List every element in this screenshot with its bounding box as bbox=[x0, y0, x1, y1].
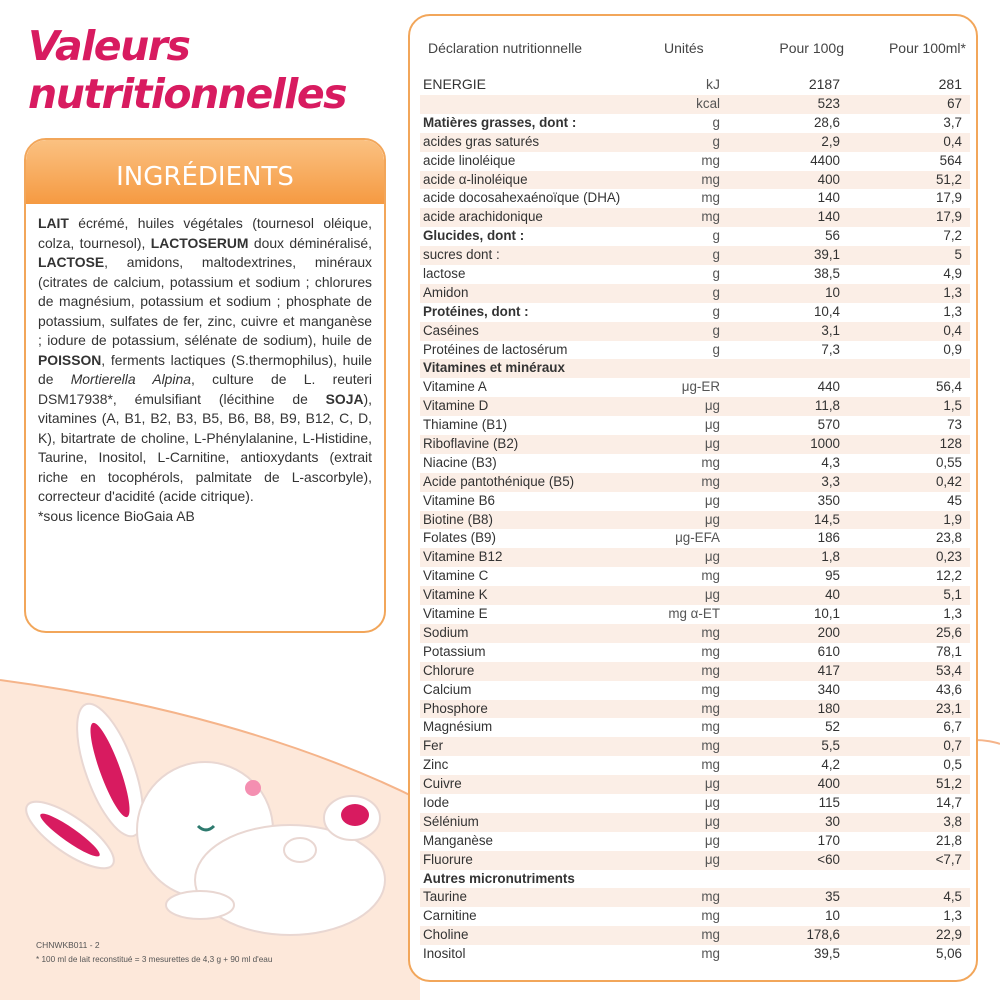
value-per-100g: 2187 bbox=[808, 76, 840, 92]
nutrient-unit: mg bbox=[701, 473, 720, 489]
value-per-100g: 178,6 bbox=[806, 927, 840, 943]
nutrient-unit: mg bbox=[701, 662, 720, 678]
table-row bbox=[420, 73, 970, 95]
header-units: Unités bbox=[664, 40, 704, 56]
table-row bbox=[420, 700, 970, 719]
value-per-100ml: 51,2 bbox=[935, 776, 962, 792]
nutrient-name: Matières grasses, dont : bbox=[423, 114, 577, 130]
nutrient-unit: μg bbox=[704, 776, 720, 792]
nutrient-name: Inositol bbox=[423, 946, 466, 962]
nutrient-name: Folates (B9) bbox=[423, 530, 496, 546]
nutrient-name: Protéines de lactosérum bbox=[423, 341, 568, 357]
nutrient-name: acide docosahexaénoïque (DHA) bbox=[423, 190, 621, 206]
value-per-100ml: 43,6 bbox=[935, 681, 962, 697]
nutrient-unit: mg bbox=[701, 152, 720, 168]
nutrient-name: Manganèse bbox=[423, 832, 493, 848]
value-per-100ml: 0,5 bbox=[943, 757, 962, 773]
nutrient-name: acide linoléique bbox=[423, 152, 516, 168]
value-per-100g: 10 bbox=[825, 284, 840, 300]
nutrient-unit: g bbox=[712, 247, 720, 263]
value-per-100ml: 0,7 bbox=[943, 738, 962, 754]
nutrient-unit: g bbox=[712, 266, 720, 282]
ingredient-text-part: SOJA bbox=[325, 390, 364, 407]
value-per-100ml: 0,23 bbox=[935, 549, 962, 565]
value-per-100ml: 5,06 bbox=[935, 946, 962, 962]
value-per-100ml: 3,8 bbox=[943, 813, 962, 829]
table-row bbox=[420, 378, 970, 397]
table-row bbox=[420, 435, 970, 454]
table-row bbox=[420, 171, 970, 190]
value-per-100g: 10,4 bbox=[813, 303, 840, 319]
value-per-100ml: 67 bbox=[947, 96, 962, 111]
table-header bbox=[424, 40, 966, 60]
ingredient-text-part: POISSON bbox=[38, 351, 102, 368]
value-per-100g: 2,9 bbox=[821, 133, 840, 149]
ingredients-heading: INGRÉDIENTS bbox=[26, 140, 384, 204]
nutrient-unit: mg α-ET bbox=[668, 606, 720, 622]
value-per-100ml: 1,3 bbox=[943, 908, 962, 924]
table-row bbox=[420, 359, 970, 378]
nutrient-name: Biotine (B8) bbox=[423, 511, 493, 527]
value-per-100g: 7,3 bbox=[821, 341, 840, 357]
nutrient-unit: g bbox=[712, 341, 720, 357]
value-per-100g: 14,5 bbox=[813, 511, 840, 527]
value-per-100ml: 45 bbox=[947, 492, 962, 508]
value-per-100g: 28,6 bbox=[813, 114, 840, 130]
value-per-100g: 3,3 bbox=[821, 473, 840, 489]
table-row bbox=[420, 454, 970, 473]
nutrient-name: Vitamines et minéraux bbox=[423, 360, 565, 376]
ingredient-text-part: , amidons, maltodextrines, minéraux (citrates de calcium, potassium et sodium ; chlorures de magnésium, potassium et sodium ; phosphate de potassium, sulfates de fer, zinc, cuivre et manganèse ; iodure de potassium, sélénate de sodium), huile de bbox=[38, 254, 372, 348]
nutrient-name: Acide pantothénique (B5) bbox=[423, 473, 575, 489]
value-per-100g: 400 bbox=[817, 171, 840, 187]
value-per-100ml: 1,9 bbox=[943, 511, 962, 527]
nutrient-unit: μg bbox=[704, 587, 720, 603]
value-per-100g: 610 bbox=[817, 643, 840, 659]
table-row bbox=[420, 492, 970, 511]
value-per-100ml: 14,7 bbox=[935, 794, 962, 810]
value-per-100ml: 12,2 bbox=[935, 568, 962, 584]
value-per-100ml: 281 bbox=[938, 76, 962, 92]
value-per-100g: 10,1 bbox=[813, 606, 840, 622]
value-per-100g: 1000 bbox=[810, 436, 840, 452]
nutrient-unit: mg bbox=[701, 927, 720, 943]
value-per-100g: 140 bbox=[817, 209, 840, 225]
nutrient-name: Vitamine E bbox=[423, 606, 488, 622]
value-per-100ml: 23,8 bbox=[935, 530, 962, 546]
value-per-100g: 39,1 bbox=[813, 247, 840, 263]
nutrient-name: sucres dont : bbox=[423, 247, 500, 263]
value-per-100g: 440 bbox=[817, 379, 840, 395]
value-per-100g: 40 bbox=[825, 587, 840, 603]
table-row bbox=[420, 397, 970, 416]
nutrient-unit: μg bbox=[704, 549, 720, 565]
nutrient-unit: mg bbox=[701, 643, 720, 659]
value-per-100g: 5,5 bbox=[821, 738, 840, 754]
ingredient-text-part: doux déminéralisé, bbox=[248, 234, 372, 251]
ingredient-text-part: ), vitamines (A, B1, B2, B3, B5, B6, B8, B9, B12, C, D, K), bitartrate de choline, L-Phénylalanine, L-Histidine, Taurine, Inositol, L-Carnitine, antioxydants (extrait riche en tocophérols, palmitate de L-ascorbyle), correcteur d'acidité (acide citrique). bbox=[38, 390, 372, 504]
nutrient-unit: mg bbox=[701, 568, 720, 584]
ingredient-text-part: LACTOSERUM bbox=[150, 234, 249, 251]
nutrient-name: Vitamine A bbox=[423, 379, 487, 395]
nutrient-name: Fer bbox=[423, 738, 444, 754]
header-declaration: Déclaration nutritionnelle bbox=[428, 40, 583, 56]
value-per-100g: 170 bbox=[817, 832, 840, 848]
nutrient-unit: mg bbox=[701, 681, 720, 697]
table-row bbox=[420, 208, 970, 227]
nutrient-unit: μg-EFA bbox=[675, 530, 720, 546]
nutrient-unit: g bbox=[712, 133, 720, 149]
table-row bbox=[420, 813, 970, 832]
value-per-100ml: 53,4 bbox=[935, 662, 962, 678]
nutrient-unit: μg bbox=[704, 417, 720, 433]
value-per-100ml: 5,1 bbox=[943, 587, 962, 603]
table-row bbox=[420, 227, 970, 246]
nutrient-unit: mg bbox=[701, 946, 720, 962]
value-per-100ml: 564 bbox=[939, 152, 962, 168]
value-per-100g: 10 bbox=[825, 908, 840, 924]
value-per-100ml: 6,7 bbox=[943, 719, 962, 735]
value-per-100ml: 56,4 bbox=[935, 379, 962, 395]
table-row bbox=[420, 246, 970, 265]
nutrient-unit: mg bbox=[701, 889, 720, 905]
table-row bbox=[420, 718, 970, 737]
nutrient-unit: g bbox=[712, 228, 720, 244]
nutrient-unit: mg bbox=[701, 719, 720, 735]
nutrient-unit: mg bbox=[701, 908, 720, 924]
table-row bbox=[420, 511, 970, 530]
nutrient-name: Taurine bbox=[423, 889, 467, 905]
nutrient-name: Choline bbox=[423, 927, 469, 943]
value-per-100g: 1,8 bbox=[821, 549, 840, 565]
nutrient-unit: μg-ER bbox=[681, 379, 720, 395]
table-row bbox=[420, 888, 970, 907]
nutrition-table bbox=[408, 14, 978, 982]
value-per-100ml: 0,42 bbox=[935, 473, 962, 489]
nutrient-unit: g bbox=[712, 322, 720, 338]
value-per-100ml: 7,2 bbox=[943, 228, 962, 244]
header-per-100ml: Pour 100ml* bbox=[888, 40, 966, 56]
nutrient-name: Fluorure bbox=[423, 851, 473, 867]
value-per-100g: 4400 bbox=[810, 152, 840, 168]
value-per-100g: 180 bbox=[817, 700, 840, 716]
table-row bbox=[420, 548, 970, 567]
value-per-100ml: 0,9 bbox=[943, 341, 962, 357]
table-row bbox=[420, 473, 970, 492]
value-per-100ml: 1,5 bbox=[943, 398, 962, 414]
nutrient-name: Autres micronutriments bbox=[423, 870, 575, 886]
license-note: *sous licence BioGaia AB bbox=[38, 507, 195, 524]
nutrient-name: Caséines bbox=[423, 322, 479, 338]
title-line-2: nutritionnelles bbox=[28, 70, 347, 118]
table-row bbox=[420, 133, 970, 152]
table-row bbox=[420, 662, 970, 681]
nutrient-name: acides gras saturés bbox=[423, 133, 540, 149]
table-row bbox=[420, 832, 970, 851]
value-per-100ml: 21,8 bbox=[935, 832, 962, 848]
nutrient-name: lactose bbox=[423, 266, 466, 282]
product-reference: CHNWKB011 - 2 bbox=[36, 940, 100, 950]
nutrient-name: Phosphore bbox=[423, 700, 488, 716]
table-row bbox=[420, 851, 970, 870]
nutrient-name: Chlorure bbox=[423, 662, 475, 678]
value-per-100ml: 25,6 bbox=[935, 624, 962, 640]
ingredients-text bbox=[26, 204, 384, 526]
nutrient-unit: mg bbox=[701, 624, 720, 640]
value-per-100g: 200 bbox=[817, 624, 840, 640]
value-per-100g: 38,5 bbox=[813, 266, 840, 282]
value-per-100g: 140 bbox=[817, 190, 840, 206]
nutrient-name: Carnitine bbox=[423, 908, 477, 924]
nutrient-name: Protéines, dont : bbox=[423, 303, 529, 319]
ingredient-text-part: LAIT bbox=[38, 215, 69, 231]
value-per-100ml: 0,4 bbox=[943, 133, 962, 149]
table-row bbox=[420, 681, 970, 700]
ingredients-list bbox=[38, 215, 372, 504]
nutrient-name: Niacine (B3) bbox=[423, 454, 497, 470]
value-per-100ml: 4,9 bbox=[943, 266, 962, 282]
value-per-100ml: 1,3 bbox=[943, 606, 962, 622]
ingredient-text-part: Mortierella Alpina bbox=[70, 371, 191, 387]
value-per-100ml: 17,9 bbox=[935, 209, 962, 225]
value-per-100g: 11,8 bbox=[814, 398, 840, 414]
table-row bbox=[420, 341, 970, 360]
value-per-100g: 95 bbox=[825, 568, 840, 584]
nutrient-name: acide α-linoléique bbox=[423, 171, 528, 187]
ingredient-text-part: écrémé, huiles végétales (tournesol oléique, colza, tournesol), bbox=[38, 215, 372, 251]
nutrient-name: Sélénium bbox=[423, 813, 479, 829]
nutrient-name: acide arachidonique bbox=[423, 209, 543, 225]
value-per-100g: 52 bbox=[825, 719, 840, 735]
nutrient-unit: mg bbox=[701, 757, 720, 773]
nutrient-unit: mg bbox=[701, 171, 720, 187]
value-per-100ml: 17,9 bbox=[935, 190, 962, 206]
nutrient-name: Cuivre bbox=[423, 776, 462, 792]
nutrient-unit: μg bbox=[704, 511, 720, 527]
value-per-100ml: 73 bbox=[947, 417, 962, 433]
nutrient-name: Zinc bbox=[423, 757, 449, 773]
value-per-100g: 115 bbox=[818, 794, 840, 810]
nutrient-name: Calcium bbox=[423, 681, 472, 697]
value-per-100g: 400 bbox=[817, 776, 840, 792]
value-per-100g: 30 bbox=[825, 813, 840, 829]
table-row bbox=[420, 586, 970, 605]
nutrient-unit: mg bbox=[701, 738, 720, 754]
nutrient-unit: mg bbox=[701, 700, 720, 716]
table-row bbox=[420, 926, 970, 945]
table-row bbox=[420, 189, 970, 208]
nutrient-unit: g bbox=[712, 114, 720, 130]
nutrient-name: Vitamine K bbox=[423, 587, 488, 603]
table-row bbox=[420, 265, 970, 284]
nutrient-unit: μg bbox=[704, 832, 720, 848]
value-per-100ml: 23,1 bbox=[935, 700, 962, 716]
header-per-100g: Pour 100g bbox=[779, 40, 844, 56]
table-row bbox=[420, 605, 970, 624]
nutrient-unit: g bbox=[712, 284, 720, 300]
nutrient-name: Potassium bbox=[423, 643, 486, 659]
table-body bbox=[420, 73, 970, 964]
nutrient-unit: μg bbox=[704, 813, 720, 829]
table-row bbox=[420, 303, 970, 322]
page-title bbox=[28, 22, 388, 118]
table-row bbox=[420, 870, 970, 889]
table-row bbox=[420, 624, 970, 643]
value-per-100g: 350 bbox=[817, 492, 840, 508]
table-row bbox=[420, 643, 970, 662]
table-row bbox=[420, 95, 970, 114]
nutrient-unit: kcal bbox=[696, 96, 720, 111]
value-per-100g: <60 bbox=[817, 851, 840, 867]
table-row bbox=[420, 775, 970, 794]
value-per-100ml: 78,1 bbox=[935, 643, 962, 659]
table-row bbox=[420, 152, 970, 171]
nutrient-unit: kJ bbox=[706, 76, 720, 92]
value-per-100g: 3,1 bbox=[821, 322, 840, 338]
value-per-100ml: 0,4 bbox=[943, 322, 962, 338]
title-line-1: Valeurs bbox=[28, 22, 190, 70]
nutrient-name: Thiamine (B1) bbox=[423, 417, 508, 433]
table-row bbox=[420, 737, 970, 756]
value-per-100ml: 3,7 bbox=[943, 114, 962, 130]
value-per-100ml: 1,3 bbox=[943, 284, 962, 300]
nutrient-name: Magnésium bbox=[423, 719, 493, 735]
table-row bbox=[420, 907, 970, 926]
nutrient-unit: mg bbox=[701, 190, 720, 206]
ingredients-card bbox=[24, 138, 386, 633]
nutrient-unit: μg bbox=[704, 398, 720, 414]
nutrient-name: Vitamine D bbox=[423, 398, 489, 414]
value-per-100ml: 22,9 bbox=[935, 927, 962, 943]
table-row bbox=[420, 756, 970, 775]
value-per-100g: 39,5 bbox=[813, 946, 840, 962]
table-row bbox=[420, 567, 970, 586]
nutrient-unit: μg bbox=[704, 492, 720, 508]
nutrient-name: Iode bbox=[423, 794, 450, 810]
nutrient-unit: μg bbox=[704, 794, 720, 810]
table-row bbox=[420, 114, 970, 133]
table-row bbox=[420, 284, 970, 303]
nutrient-name: Vitamine B12 bbox=[423, 549, 503, 565]
value-per-100g: 340 bbox=[817, 681, 840, 697]
nutrient-unit: mg bbox=[701, 454, 720, 470]
nutrient-unit: g bbox=[712, 303, 720, 319]
nutrient-name: Riboflavine (B2) bbox=[423, 436, 519, 452]
ingredient-text-part: , ferments lactiques (S.thermophilus), huile de bbox=[38, 351, 372, 387]
value-per-100ml: 0,55 bbox=[935, 454, 962, 470]
value-per-100ml: <7,7 bbox=[935, 851, 962, 867]
value-per-100ml: 4,5 bbox=[943, 889, 962, 905]
reconstitution-note: * 100 ml de lait reconstitué = 3 mesurettes de 4,3 g + 90 ml d'eau bbox=[36, 955, 273, 964]
nutrient-name: ENERGIE bbox=[423, 76, 487, 92]
value-per-100g: 4,3 bbox=[821, 454, 840, 470]
nutrient-name: Amidon bbox=[423, 284, 469, 300]
value-per-100g: 523 bbox=[817, 96, 840, 111]
table-row bbox=[420, 945, 970, 964]
value-per-100g: 417 bbox=[817, 662, 840, 678]
value-per-100ml: 128 bbox=[939, 436, 962, 452]
table-row bbox=[420, 322, 970, 341]
value-per-100ml: 1,3 bbox=[943, 303, 962, 319]
value-per-100ml: 51,2 bbox=[935, 171, 962, 187]
ingredient-text-part: LACTOSE bbox=[38, 254, 105, 270]
value-per-100ml: 5 bbox=[954, 247, 962, 263]
value-per-100g: 4,2 bbox=[821, 757, 840, 773]
ingredient-text-part: , culture de L. reuteri DSM17938*, émulsifiant (lécithine de bbox=[38, 371, 372, 407]
nutrient-name: Vitamine B6 bbox=[423, 492, 495, 508]
nutrient-name: Vitamine C bbox=[423, 568, 489, 584]
table-row bbox=[420, 794, 970, 813]
value-per-100g: 35 bbox=[825, 889, 840, 905]
value-per-100g: 56 bbox=[825, 228, 840, 244]
value-per-100g: 570 bbox=[817, 417, 840, 433]
nutrient-name: Glucides, dont : bbox=[423, 228, 525, 244]
nutrient-unit: μg bbox=[704, 851, 720, 867]
nutrient-unit: mg bbox=[701, 209, 720, 225]
nutrient-unit: μg bbox=[704, 436, 720, 452]
table-row bbox=[420, 416, 970, 435]
nutrient-name: Sodium bbox=[423, 624, 469, 640]
table-row bbox=[420, 529, 970, 548]
value-per-100g: 186 bbox=[817, 530, 840, 546]
